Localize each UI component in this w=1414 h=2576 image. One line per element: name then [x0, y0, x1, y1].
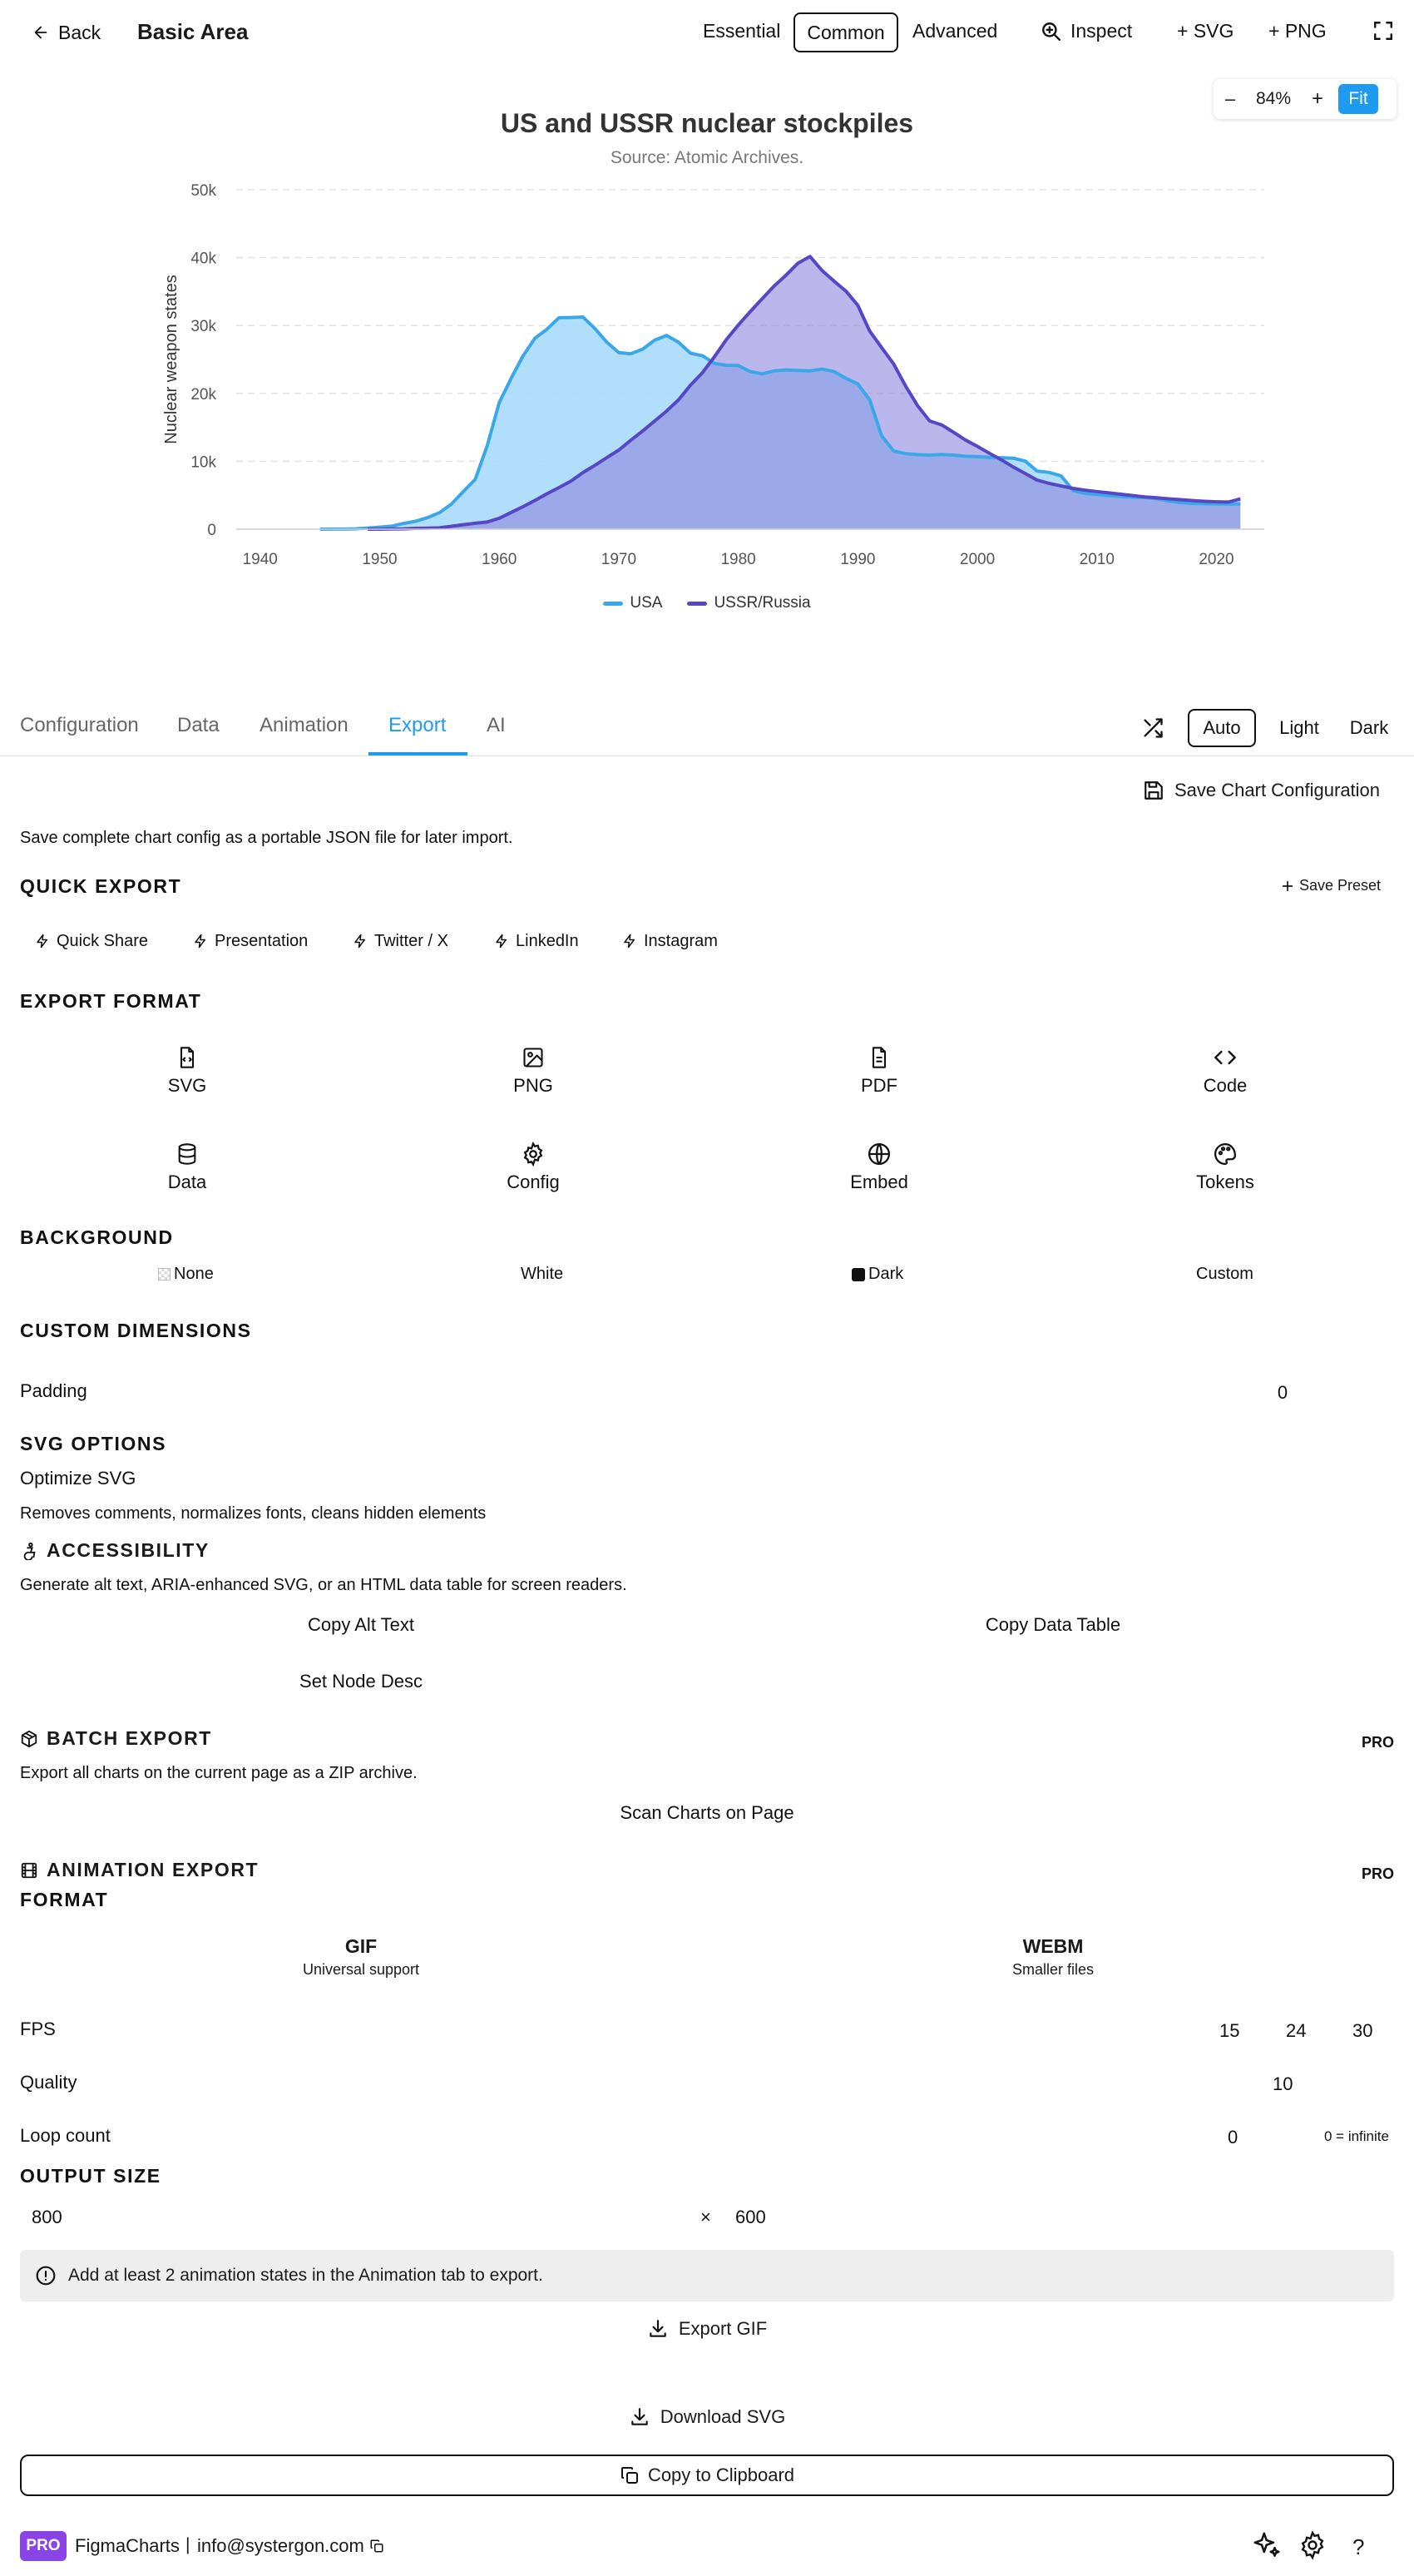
- format-label: PNG: [513, 1075, 553, 1096]
- chart-legend: [0, 594, 1414, 612]
- mode-advanced[interactable]: Advanced: [912, 20, 998, 42]
- settings-button[interactable]: [1298, 2530, 1327, 2560]
- animation-notice: [20, 2250, 1394, 2301]
- export-gif-label: Export GIF: [678, 2318, 768, 2339]
- ai-sparkles-button[interactable]: [1251, 2529, 1283, 2561]
- y-axis-label: Nuclear weapon states: [162, 275, 180, 444]
- format-label: Tokens: [1196, 1172, 1254, 1192]
- copy-clipboard-label: Copy to Clipboard: [647, 2465, 795, 2485]
- add-svg-button[interactable]: + SVG: [1177, 20, 1234, 42]
- tab-export[interactable]: Export: [388, 714, 447, 736]
- webm-label: WEBM: [1022, 1935, 1084, 1957]
- footer-email-label: info@systergon.com: [197, 2535, 364, 2556]
- zap-icon: [622, 934, 637, 949]
- preset-label: Twitter / X: [374, 931, 448, 950]
- save-config-label: Save Chart Configuration: [1174, 780, 1381, 800]
- shuffle-icon: [1140, 716, 1166, 740]
- footer-pro-badge[interactable]: PRO: [20, 2531, 67, 2561]
- x-tick-label: 1940: [242, 551, 278, 568]
- arrow-left-icon: [32, 23, 50, 42]
- tab-export-underline: [368, 752, 467, 755]
- add-png-button[interactable]: + PNG: [1268, 20, 1327, 42]
- chart-title: US and USSR nuclear stockpiles: [500, 108, 914, 138]
- tab-bar: [0, 755, 1414, 756]
- zoom-in-button[interactable]: +: [1311, 87, 1323, 110]
- svg-options-title: SVG OPTIONS: [20, 1433, 167, 1454]
- theme-dark[interactable]: Dark: [1349, 717, 1389, 738]
- code-icon: [1212, 1043, 1238, 1072]
- accessibility-description: Generate alt text, ARIA-enhanced SVG, or an HTML data table for screen readers.: [20, 1576, 627, 1594]
- padding-label: Padding: [20, 1380, 87, 1401]
- y-tick-label: 10k: [190, 453, 216, 472]
- legend-label-ussr: USSR/Russia: [714, 594, 811, 612]
- animation-export-title: ANIMATION EXPORT: [47, 1859, 260, 1880]
- copy-clipboard-button[interactable]: [20, 2455, 1394, 2496]
- footer-separator: |: [185, 2535, 190, 2554]
- format-label: Config: [507, 1172, 560, 1192]
- preset-label: Quick Share: [57, 931, 149, 950]
- legend-swatch-ussr: [687, 602, 707, 606]
- zoom-out-button[interactable]: –: [1224, 88, 1236, 109]
- sparkles-icon: [1251, 2529, 1283, 2561]
- gif-sublabel: Universal support: [302, 1961, 420, 1978]
- batch-export-title: BATCH EXPORT: [47, 1727, 212, 1749]
- bg-white[interactable]: White: [521, 1265, 564, 1283]
- fps-option-24[interactable]: 24: [1286, 2020, 1307, 2041]
- theme-auto[interactable]: [1188, 709, 1256, 747]
- shuffle-button[interactable]: [1140, 716, 1166, 740]
- format-embed[interactable]: [705, 1137, 1054, 1220]
- tab-animation[interactable]: Animation: [260, 714, 349, 736]
- x-tick-label: 2010: [1079, 551, 1115, 568]
- loop-count-hint: 0 = infinite: [1324, 2128, 1389, 2144]
- chart-subtitle: Source: Atomic Archives.: [610, 148, 804, 167]
- output-height-input[interactable]: 600: [735, 2207, 766, 2227]
- download-svg-label: Download SVG: [660, 2406, 786, 2427]
- save-preset-label: Save Preset: [1299, 877, 1382, 894]
- tab-configuration[interactable]: Configuration: [20, 714, 139, 736]
- x-tick-label: 1970: [601, 551, 637, 568]
- export-gif-button[interactable]: [20, 2318, 1394, 2340]
- download-icon: [647, 2318, 669, 2340]
- legend-label-usa: USA: [630, 594, 663, 612]
- inspect-button[interactable]: [1041, 20, 1132, 42]
- quality-label: Quality: [20, 2072, 77, 2093]
- zap-icon: [35, 934, 50, 949]
- format-data[interactable]: [12, 1137, 362, 1220]
- file-text-icon: [868, 1043, 891, 1072]
- film-icon: [20, 1861, 38, 1880]
- preset-label: Instagram: [644, 931, 718, 950]
- format-pdf[interactable]: [705, 1040, 1054, 1123]
- mode-common[interactable]: [794, 12, 898, 52]
- copy-data-table-button[interactable]: Copy Data Table: [985, 1614, 1121, 1635]
- package-icon: [20, 1730, 38, 1748]
- format-label: Data: [167, 1172, 207, 1192]
- gif-label: GIF: [344, 1935, 378, 1957]
- batch-export-description: Export all charts on the current page as a ZIP archive.: [20, 1764, 418, 1782]
- y-tick-label: 30k: [190, 318, 216, 336]
- page-title: Basic Area: [137, 19, 249, 44]
- preset-label: LinkedIn: [516, 931, 579, 950]
- preset-presentation[interactable]: [193, 929, 308, 954]
- bg-custom[interactable]: Custom: [1196, 1265, 1253, 1283]
- area-chart: [0, 166, 1414, 632]
- copy-icon: [620, 2465, 640, 2485]
- format-tokens[interactable]: [1051, 1137, 1400, 1220]
- legend-item-ussr[interactable]: [687, 594, 810, 612]
- y-tick-label: 20k: [190, 385, 216, 404]
- copy-alt-text-button[interactable]: Copy Alt Text: [308, 1614, 414, 1635]
- x-tick-label: 1990: [840, 551, 876, 568]
- export-format-title: EXPORT FORMAT: [20, 990, 202, 1012]
- x-tick-label: 1950: [362, 551, 398, 568]
- padding-input[interactable]: 0: [1277, 1382, 1288, 1403]
- mode-essential[interactable]: Essential: [703, 20, 781, 42]
- save-config-button[interactable]: [1143, 780, 1380, 801]
- animation-export-heading: [20, 1859, 259, 1881]
- y-tick-label: 40k: [190, 250, 216, 268]
- optimize-svg-toggle[interactable]: Optimize SVG: [20, 1468, 136, 1489]
- preset-linkedin[interactable]: [494, 929, 579, 954]
- zoom-level: 84%: [1255, 89, 1292, 108]
- save-icon: [1143, 780, 1164, 801]
- zap-icon: [494, 934, 509, 949]
- batch-export-heading: [20, 1727, 212, 1750]
- y-tick-label: 0: [207, 522, 216, 539]
- preset-quick-share[interactable]: [35, 929, 148, 954]
- zoom-in-icon: [1041, 21, 1062, 42]
- bg-dark[interactable]: [852, 1265, 903, 1284]
- quick-export-title: QUICK EXPORT: [20, 875, 182, 897]
- accessibility-heading: [20, 1539, 210, 1562]
- save-config-description: Save complete chart config as a portable JSON file for later import.: [20, 829, 513, 847]
- accessibility-icon: [20, 1542, 38, 1560]
- quality-input[interactable]: 10: [1273, 2073, 1293, 2094]
- back-label: Back: [58, 21, 101, 43]
- tab-ai[interactable]: AI: [487, 714, 506, 736]
- zap-icon: [193, 934, 208, 949]
- scan-charts-button[interactable]: Scan Charts on Page: [620, 1802, 794, 1823]
- loop-count-input[interactable]: 0: [1228, 2127, 1238, 2147]
- image-icon: [522, 1043, 545, 1072]
- download-icon: [629, 2406, 650, 2428]
- custom-dimensions-title: CUSTOM DIMENSIONS: [20, 1320, 252, 1341]
- back-button[interactable]: [32, 20, 101, 45]
- preset-label: Presentation: [215, 931, 309, 950]
- fps-label: FPS: [20, 2019, 56, 2039]
- webm-sublabel: Smaller files: [1011, 1961, 1095, 1978]
- format-label: SVG: [167, 1075, 207, 1096]
- globe-icon: [867, 1140, 892, 1168]
- tab-data[interactable]: Data: [177, 714, 220, 736]
- animation-export-pro-badge: PRO: [1362, 1865, 1395, 1882]
- inspect-label: Inspect: [1070, 20, 1133, 42]
- animation-notice-text: Add at least 2 animation states in the Animation tab to export.: [68, 2266, 543, 2285]
- format-config[interactable]: [358, 1137, 708, 1220]
- x-tick-label: 1980: [720, 551, 756, 568]
- x-tick-label: 1960: [482, 551, 517, 568]
- bg-dark-label: Dark: [868, 1265, 904, 1283]
- output-width-input[interactable]: 800: [32, 2207, 62, 2227]
- preset-twitter[interactable]: [353, 929, 448, 954]
- palette-icon: [1213, 1140, 1238, 1168]
- y-tick-label: 50k: [190, 182, 216, 200]
- dark-swatch-icon: [852, 1268, 865, 1281]
- transparent-icon: [158, 1268, 171, 1281]
- fps-option-15[interactable]: 15: [1219, 2020, 1240, 2041]
- gear-icon: [1298, 2530, 1327, 2560]
- format-png[interactable]: [358, 1040, 708, 1123]
- legend-item-usa[interactable]: [603, 594, 662, 612]
- format-code[interactable]: [1051, 1040, 1400, 1123]
- footer-app-name: FigmaCharts: [75, 2535, 180, 2556]
- set-node-desc-button[interactable]: Set Node Desc: [299, 1671, 423, 1692]
- background-title: BACKGROUND: [20, 1226, 174, 1248]
- format-label: Code: [1203, 1075, 1248, 1096]
- download-svg-button[interactable]: [20, 2406, 1394, 2428]
- legend-swatch-usa: [603, 602, 623, 606]
- optimize-svg-description: Removes comments, normalizes fonts, cleans hidden elements: [20, 1504, 487, 1523]
- output-size-title: OUTPUT SIZE: [20, 2165, 161, 2187]
- format-label: Embed: [850, 1172, 908, 1192]
- gear-icon: [521, 1140, 546, 1168]
- fullscreen-icon: [1372, 20, 1394, 42]
- loop-count-label: Loop count: [20, 2125, 111, 2146]
- format-label: PDF: [861, 1075, 897, 1096]
- output-size-times: ×: [700, 2207, 711, 2227]
- bg-none-label: None: [174, 1265, 214, 1283]
- database-icon: [176, 1140, 199, 1168]
- help-button[interactable]: ?: [1352, 2534, 1365, 2559]
- x-tick-label: 2000: [959, 551, 996, 568]
- plus-icon: [1281, 879, 1294, 893]
- preset-instagram[interactable]: [622, 929, 718, 954]
- x-tick-label: 2020: [1199, 551, 1234, 568]
- batch-export-pro-badge: PRO: [1362, 1734, 1395, 1751]
- theme-auto-label: Auto: [1203, 717, 1241, 738]
- footer-email[interactable]: [197, 2535, 384, 2557]
- mode-common-label: Common: [807, 21, 885, 43]
- fps-option-30[interactable]: 30: [1352, 2020, 1373, 2041]
- format-webm-option[interactable]: [712, 1935, 1394, 1979]
- info-icon: [35, 2265, 57, 2286]
- format-gif-option[interactable]: [20, 1935, 702, 1979]
- fullscreen-button[interactable]: [1372, 20, 1394, 42]
- file-code-icon: [176, 1043, 199, 1072]
- animation-format-title: FORMAT: [20, 1889, 109, 1910]
- theme-light[interactable]: Light: [1279, 717, 1319, 738]
- zoom-fit-button[interactable]: Fit: [1338, 84, 1378, 114]
- bg-none[interactable]: [158, 1265, 214, 1284]
- copy-icon: [369, 2539, 384, 2554]
- save-preset-button[interactable]: [1281, 877, 1381, 894]
- format-svg[interactable]: [12, 1040, 362, 1123]
- zap-icon: [353, 934, 368, 949]
- accessibility-title: ACCESSIBILITY: [47, 1539, 210, 1561]
